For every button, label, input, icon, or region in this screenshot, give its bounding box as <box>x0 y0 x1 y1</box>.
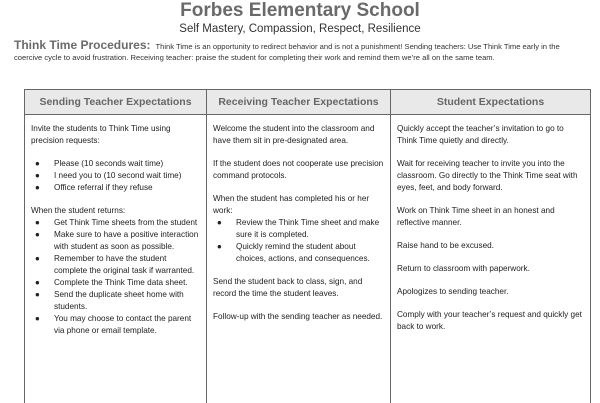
intro-label: Think Time Procedures: <box>14 38 151 52</box>
student-returns-list <box>31 217 201 337</box>
receiving-cooperate-text: If the student does not cooperate use precision command protocols. <box>213 159 384 180</box>
receiving-completed-text: When the student has completed his or her work: <box>213 194 370 215</box>
student-apologize-text: Apologizes to sending teacher. <box>397 287 509 296</box>
list-item: ● Quickly remind the student about choices, actions, and consequences. <box>217 242 370 263</box>
list-item: ● Office referral if they refuse <box>35 183 153 192</box>
precision-request-list <box>31 158 201 194</box>
receiving-sendback-text: Send the student back to class, sign, and record the time the student leaves. <box>213 277 363 298</box>
intro-paragraph <box>14 40 588 63</box>
bullet-icon: ● <box>35 278 40 287</box>
bullet-icon: ● <box>217 218 222 227</box>
sending-teacher-cell <box>25 115 207 403</box>
expectations-table <box>24 89 591 403</box>
receiving-followup-text: Follow-up with the sending teacher as needed. <box>213 312 383 321</box>
list-item: ● Make sure to have a positive interaction with student as soon as possible. <box>35 230 199 251</box>
bullet-icon: ● <box>35 314 40 323</box>
page-title: Forbes Elementary School <box>180 0 420 21</box>
table-header-row <box>25 90 591 115</box>
list-item: ● You may choose to contact the parent via phone or email template. <box>35 314 192 335</box>
bullet-icon: ● <box>35 230 40 239</box>
bullet-icon: ● <box>35 183 40 192</box>
bullet-icon: ● <box>35 218 40 227</box>
bullet-icon: ● <box>35 171 40 180</box>
student-comply-text: Comply with your teacher’s request and quickly get back to work. <box>397 310 582 331</box>
student-work-text: Work on Think Time sheet in an honest and reflective manner. <box>397 206 555 227</box>
sending-intro-text: Invite the students to Think Time using precision requests: <box>31 124 171 145</box>
page-subtitle: Self Mastery, Compassion, Respect, Resilience <box>179 23 421 35</box>
table-body-row <box>25 115 591 403</box>
list-item: ● Please (10 seconds wait time) <box>35 159 164 168</box>
receiving-teacher-cell <box>207 115 391 403</box>
list-item: ● Review the Think Time sheet and make sure it is completed. <box>217 218 380 239</box>
header-sending-teacher: Sending Teacher Expectations <box>25 90 207 115</box>
student-return-text: Return to classroom with paperwork. <box>397 264 530 273</box>
intro-text: Think Time is an opportunity to redirect behavior and is not a punishment! Sending teachers: Use Think Time early in the coercive cycle to avoid frustration. Receiving teacher: praise the student for completing their work and remind them we’re all on the same team. <box>14 42 560 62</box>
header-student: Student Expectations <box>391 90 591 115</box>
student-returns-text: When the student returns: <box>31 206 126 215</box>
list-item: ● I need you to (10 second wait time) <box>35 171 182 180</box>
list-item: ● Complete the Think Time data sheet. <box>35 278 188 287</box>
student-accept-text: Quickly accept the teacher’s invitation to go to Think Time quietly and directly. <box>397 124 564 145</box>
receiving-review-list <box>213 217 385 265</box>
bullet-icon: ● <box>35 290 40 299</box>
header-receiving-teacher: Receiving Teacher Expectations <box>207 90 391 115</box>
list-item: ● Send the duplicate sheet home with students. <box>35 290 184 311</box>
student-cell <box>391 115 591 403</box>
list-item: ● Remember to have the student complete the original task if warranted. <box>35 254 195 275</box>
list-item: ● Get Think Time sheets from the student <box>35 218 198 227</box>
bullet-icon: ● <box>217 242 222 251</box>
student-wait-text: Wait for receiving teacher to invite you into the classroom. Go directly to the Think Time seat with eyes, feet, and body forward. <box>397 159 578 192</box>
student-raise-hand-text: Raise hand to be excused. <box>397 241 494 250</box>
receiving-welcome-text: Welcome the student into the classroom and have them sit in pre-designated area. <box>213 124 375 145</box>
bullet-icon: ● <box>35 254 40 263</box>
bullet-icon: ● <box>35 159 40 168</box>
